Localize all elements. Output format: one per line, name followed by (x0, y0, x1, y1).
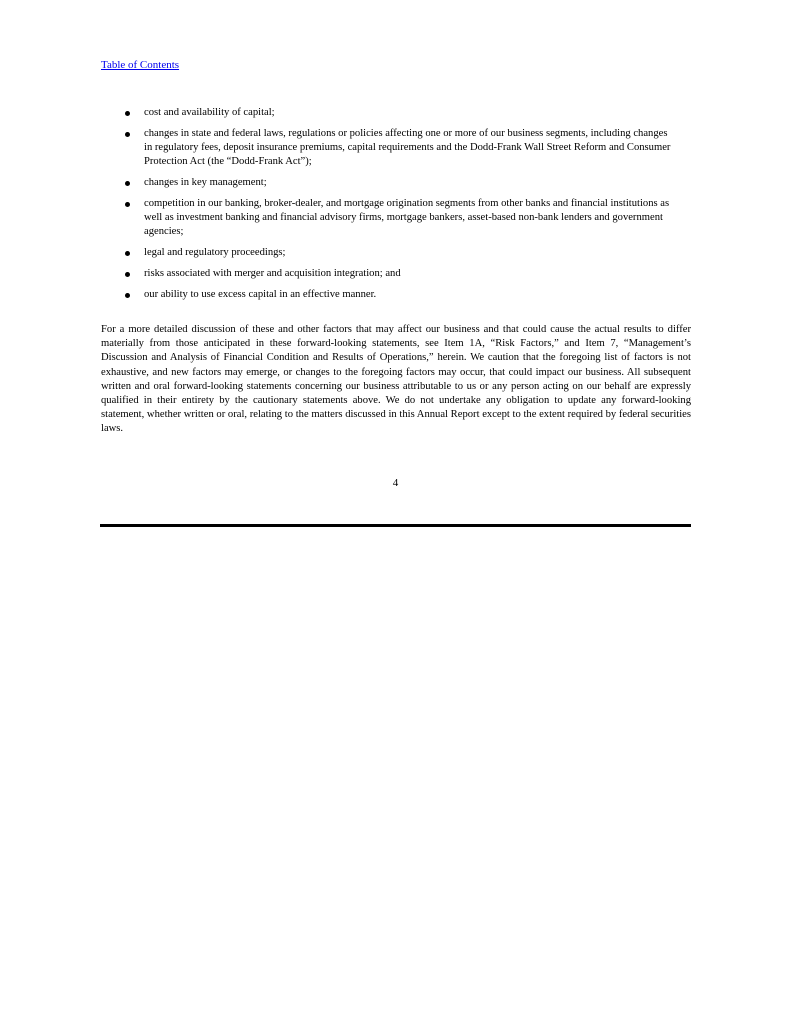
list-item (101, 127, 691, 169)
page-number: 4 (392, 477, 399, 489)
list-item (101, 267, 691, 281)
list-item-text: cost and availability of capital; (144, 107, 275, 118)
list-item-text: risks associated with merger and acquisition integration; and (144, 268, 401, 279)
list-item (101, 106, 691, 120)
bullet-icon (125, 132, 130, 137)
cautionary-paragraph: For a more detailed discussion of these and other factors that may affect our business and that could cause the actual results to differ materially from those anticipated in these forward-looking statements, see Item 1A, “Risk Factors,” and Item 7, “Management’s Discussion and Analysis of Financial Condition and Results of Operations,” herein. We caution that the foregoing list of factors is not exhaustive, and new factors may emerge, or changes to the foregoing factors may occur, that could impact our business. All subsequent written and oral forward-looking statements concerning our business attributable to us or any person acting on our behalf are expressly qualified in their entirety by the cautionary statements above. We do not undertake any obligation to update any forward-looking statement, whether written or oral, relating to the matters discussed in this Annual Report except to the extent required by federal securities laws. (101, 324, 691, 435)
list-item-text: legal and regulatory proceedings; (144, 247, 286, 258)
list-item-text: changes in key management; (144, 177, 267, 188)
risk-factors-list (101, 106, 691, 309)
list-item-text: our ability to use excess capital in an effective manner. (144, 289, 377, 300)
list-item (101, 288, 691, 302)
bullet-icon (125, 181, 130, 186)
bullet-icon (125, 111, 130, 116)
bullet-icon (125, 293, 130, 298)
bullet-icon (125, 251, 130, 256)
list-item (101, 176, 691, 190)
list-item (101, 246, 691, 260)
bullet-icon (125, 272, 130, 277)
page-divider (100, 524, 691, 527)
bullet-icon (125, 202, 130, 207)
table-of-contents-link[interactable]: Table of Contents (101, 59, 180, 71)
list-item-text: changes in state and federal laws, regulations or policies affecting one or more of our business segments, including changes in regulatory fees, deposit insurance premiums, capital requirements and the Dodd-Frank Wall Street Reform and Consumer Protection Act (the “Dodd-Frank Act”); (144, 128, 671, 167)
list-item-text: competition in our banking, broker-dealer, and mortgage origination segments from other banks and financial institutions as well as investment banking and financial advisory firms, mortgage bankers, asset-based non-bank lenders and government agencies; (144, 198, 670, 237)
list-item (101, 197, 691, 239)
